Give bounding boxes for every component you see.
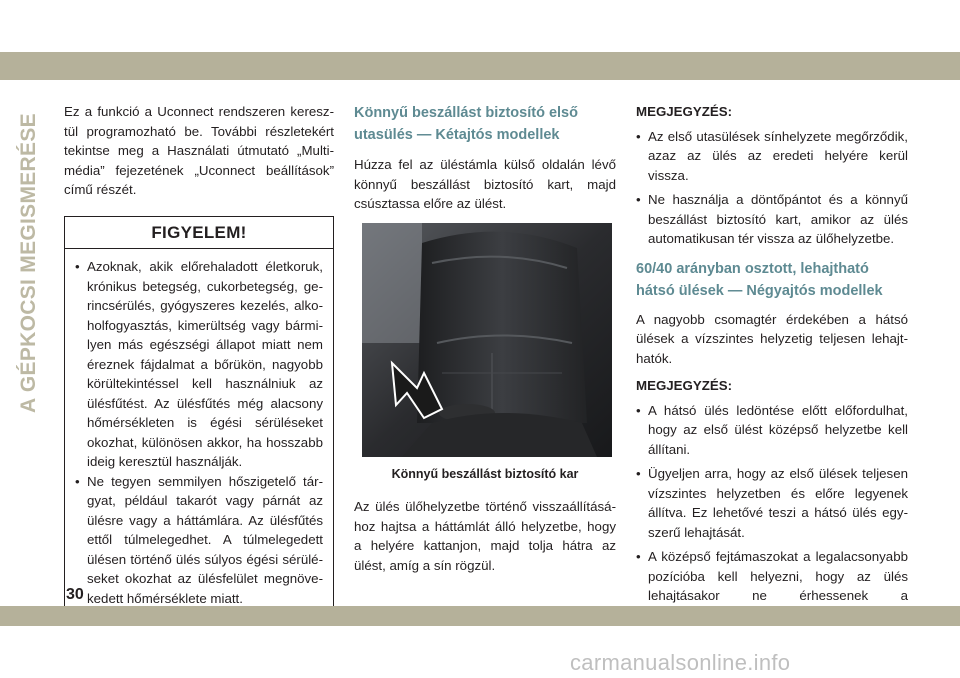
warning-title: FIGYELEM!	[65, 217, 333, 250]
note-item: • Az első utasülések sínhelyzete megőrződik, azaz az ülés az eredeti helyére kerül vissza.	[636, 127, 908, 186]
intro-paragraph: Ez a funkció a Uconnect rendszeren keresztül programozható be. További részletekért tekintse meg a Használati útmutató „Multimédia” fejezetének „Uconnect beállítások” című részét.	[64, 104, 334, 197]
header-band	[0, 52, 960, 80]
page-number: 30	[66, 586, 84, 603]
paragraph: Az ülés ülőhelyzetbe történő visszaállításához hajtsa a háttámlát álló helyzetbe, hogy a helyére kattanjon, majd tolja hátra az ülést, amíg a sín rögzül.	[354, 499, 616, 573]
note-item: • A középső fejtámaszokat a legalacsonyabb pozícióba kell helyezni, hogy az ülés lehajtásakor ne érhessenek a	[636, 547, 908, 625]
note-title: MEGJEGYZÉS:	[636, 378, 733, 393]
note-title: MEGJEGYZÉS:	[636, 104, 733, 119]
warning-item: • Ne tegyen semmilyen hőszigetelő tárgyat, például takarót vagy párnát az ülésre vagy a háttámlára. Az ülésfűtés ettől túlmelegedhet. A túlmelegedett ülésen történő ülés súlyos égési sérüléseket okozhat az ülésfelület megnövekedett hőmérséklete miatt.	[75, 472, 323, 609]
paragraph: A nagyobb csomagtér érdekében a hátsó ülések a vízszintes helyzetig teljesen lehajthatók.	[636, 311, 908, 366]
seat-lever-photo	[362, 223, 612, 457]
side-section-title: A GÉPKOCSI MEGISMERÉSE	[17, 113, 40, 413]
note-item: • Ügyeljen arra, hogy az első ülések teljesen vízszintes helyzetben és előre legyenek állítva. Ez lehetővé teszi a hátsó ülés egyszerű lehajtását.	[636, 464, 908, 542]
warning-box	[64, 216, 334, 620]
section-heading: Könnyű beszállást biztosító első utasülés — Kétajtós modellek	[354, 105, 578, 143]
footer-band	[0, 606, 960, 626]
paragraph: Húzza fel az üléstámla külső oldalán lévő könnyű beszállást biztosító kart, majd csúsztassa előre az ülést.	[354, 157, 616, 211]
section-heading: 60/40 arányban osztott, lehajtható hátsó ülések — Négyajtós modellek	[636, 260, 883, 299]
note-item: • A hátsó ülés ledöntése előtt előfordulhat, hogy az első ülést középső helyzetbe kell állítani.	[636, 401, 908, 460]
warning-item: • Azoknak, akik előrehaladott életkoruk, krónikus betegség, cukorbetegség, gerincsérülés, gyógyszeres kezelés, alkoholfogyasztás, kimerültség vagy bármilyen más egészségi állapot miatt nem éreznek fájdalmat a bőrükön, nagyobb körültekintéssel kell használniuk az ülésfűtést. Az ülésfűtés még alacsony hőmérsékleten is égési sérüléseket okozhat, különösen akkor, ha hosszabb ideig keresztül használják.	[75, 257, 323, 472]
photo-caption: Könnyű beszállást biztosító kar	[391, 466, 579, 481]
watermark: carmanualsonline.info	[570, 650, 791, 675]
column-1	[64, 102, 334, 619]
column-3	[636, 102, 908, 625]
seat-easy-entry-lever-photo	[362, 223, 612, 457]
note-item: • Ne használja a döntőpántot és a könnyű beszállást biztosító kart, amikor az ülés automatikusan tér vissza az ülőhelyzetbe.	[636, 190, 908, 249]
column-2	[354, 102, 616, 575]
